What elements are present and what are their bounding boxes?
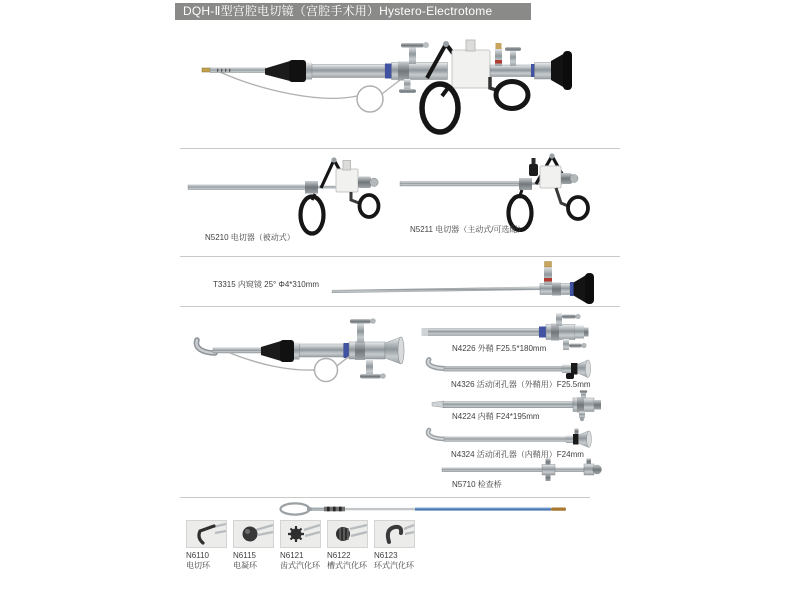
t3315-photo [328,258,613,304]
separator-line [180,256,620,257]
ring-vaporization-icon [375,521,414,547]
electrode-thumb-n6123 [374,520,415,548]
electrode-name: 电凝环 [233,560,257,570]
ball-electrode-icon [234,521,273,547]
electrode-thumb-n6110 [186,520,227,548]
product-label-n5210: N5210 电切器（被动式） [205,233,295,242]
electrode-name: 环式汽化环 [374,560,414,570]
page-title: DQH-Ⅱ型宫腔电切镜（宫腔手术用）Hystero-Electrotome [183,4,493,18]
electrode-thumb-n6122 [327,520,368,548]
main-electrotome-photo [190,38,610,144]
electrode-label-n6115 [233,551,257,570]
grooved-roller-icon [328,521,367,547]
electrode-name: 电切环 [186,560,210,570]
electrode-model: N6115 [233,551,256,560]
product-label-t3315: T3315 内窥镜 25° Φ4*310mm [213,280,320,289]
electrode-label-n6122 [327,551,367,570]
electrode-thumb-n6115 [233,520,274,548]
electrode-model: N6122 [327,551,351,560]
product-label-n5710: N5710 检查桥 [452,480,502,489]
product-label-n4224: N4224 内鞘 F24*195mm [452,412,540,421]
cutting-loop-icon [187,521,226,547]
product-label-n4324: N4324 活动闭孔器（内鞘用）F24mm [451,450,584,459]
toothed-roller-icon [281,521,320,547]
electrode-thumb-n6121 [280,520,321,548]
product-label-n5211: N5211 电切器（主动式/可选配） [410,225,526,234]
electrode-model: N6110 [186,551,209,560]
electrode-label-n6123 [374,551,414,570]
electrode-model: N6121 [280,551,304,560]
n5211-photo [398,148,610,232]
assembled-sheath-photo [185,313,420,415]
electrode-name: 齿式汽化环 [280,560,320,570]
n5210-photo [185,148,385,236]
electrode-name: 槽式汽化环 [327,560,367,570]
product-label-n4326: N4326 活动闭孔器（外鞘用）F25.5mm [451,380,591,389]
separator-line [180,497,590,498]
electrode-model: N6123 [374,551,398,560]
product-label-n4226: N4226 外鞘 F25.5*180mm [452,344,547,353]
page-title-bar [175,3,531,20]
loop-electrode-photo [278,500,578,518]
electrode-label-n6110 [186,551,210,570]
electrode-label-n6121 [280,551,320,570]
separator-line [180,306,620,307]
